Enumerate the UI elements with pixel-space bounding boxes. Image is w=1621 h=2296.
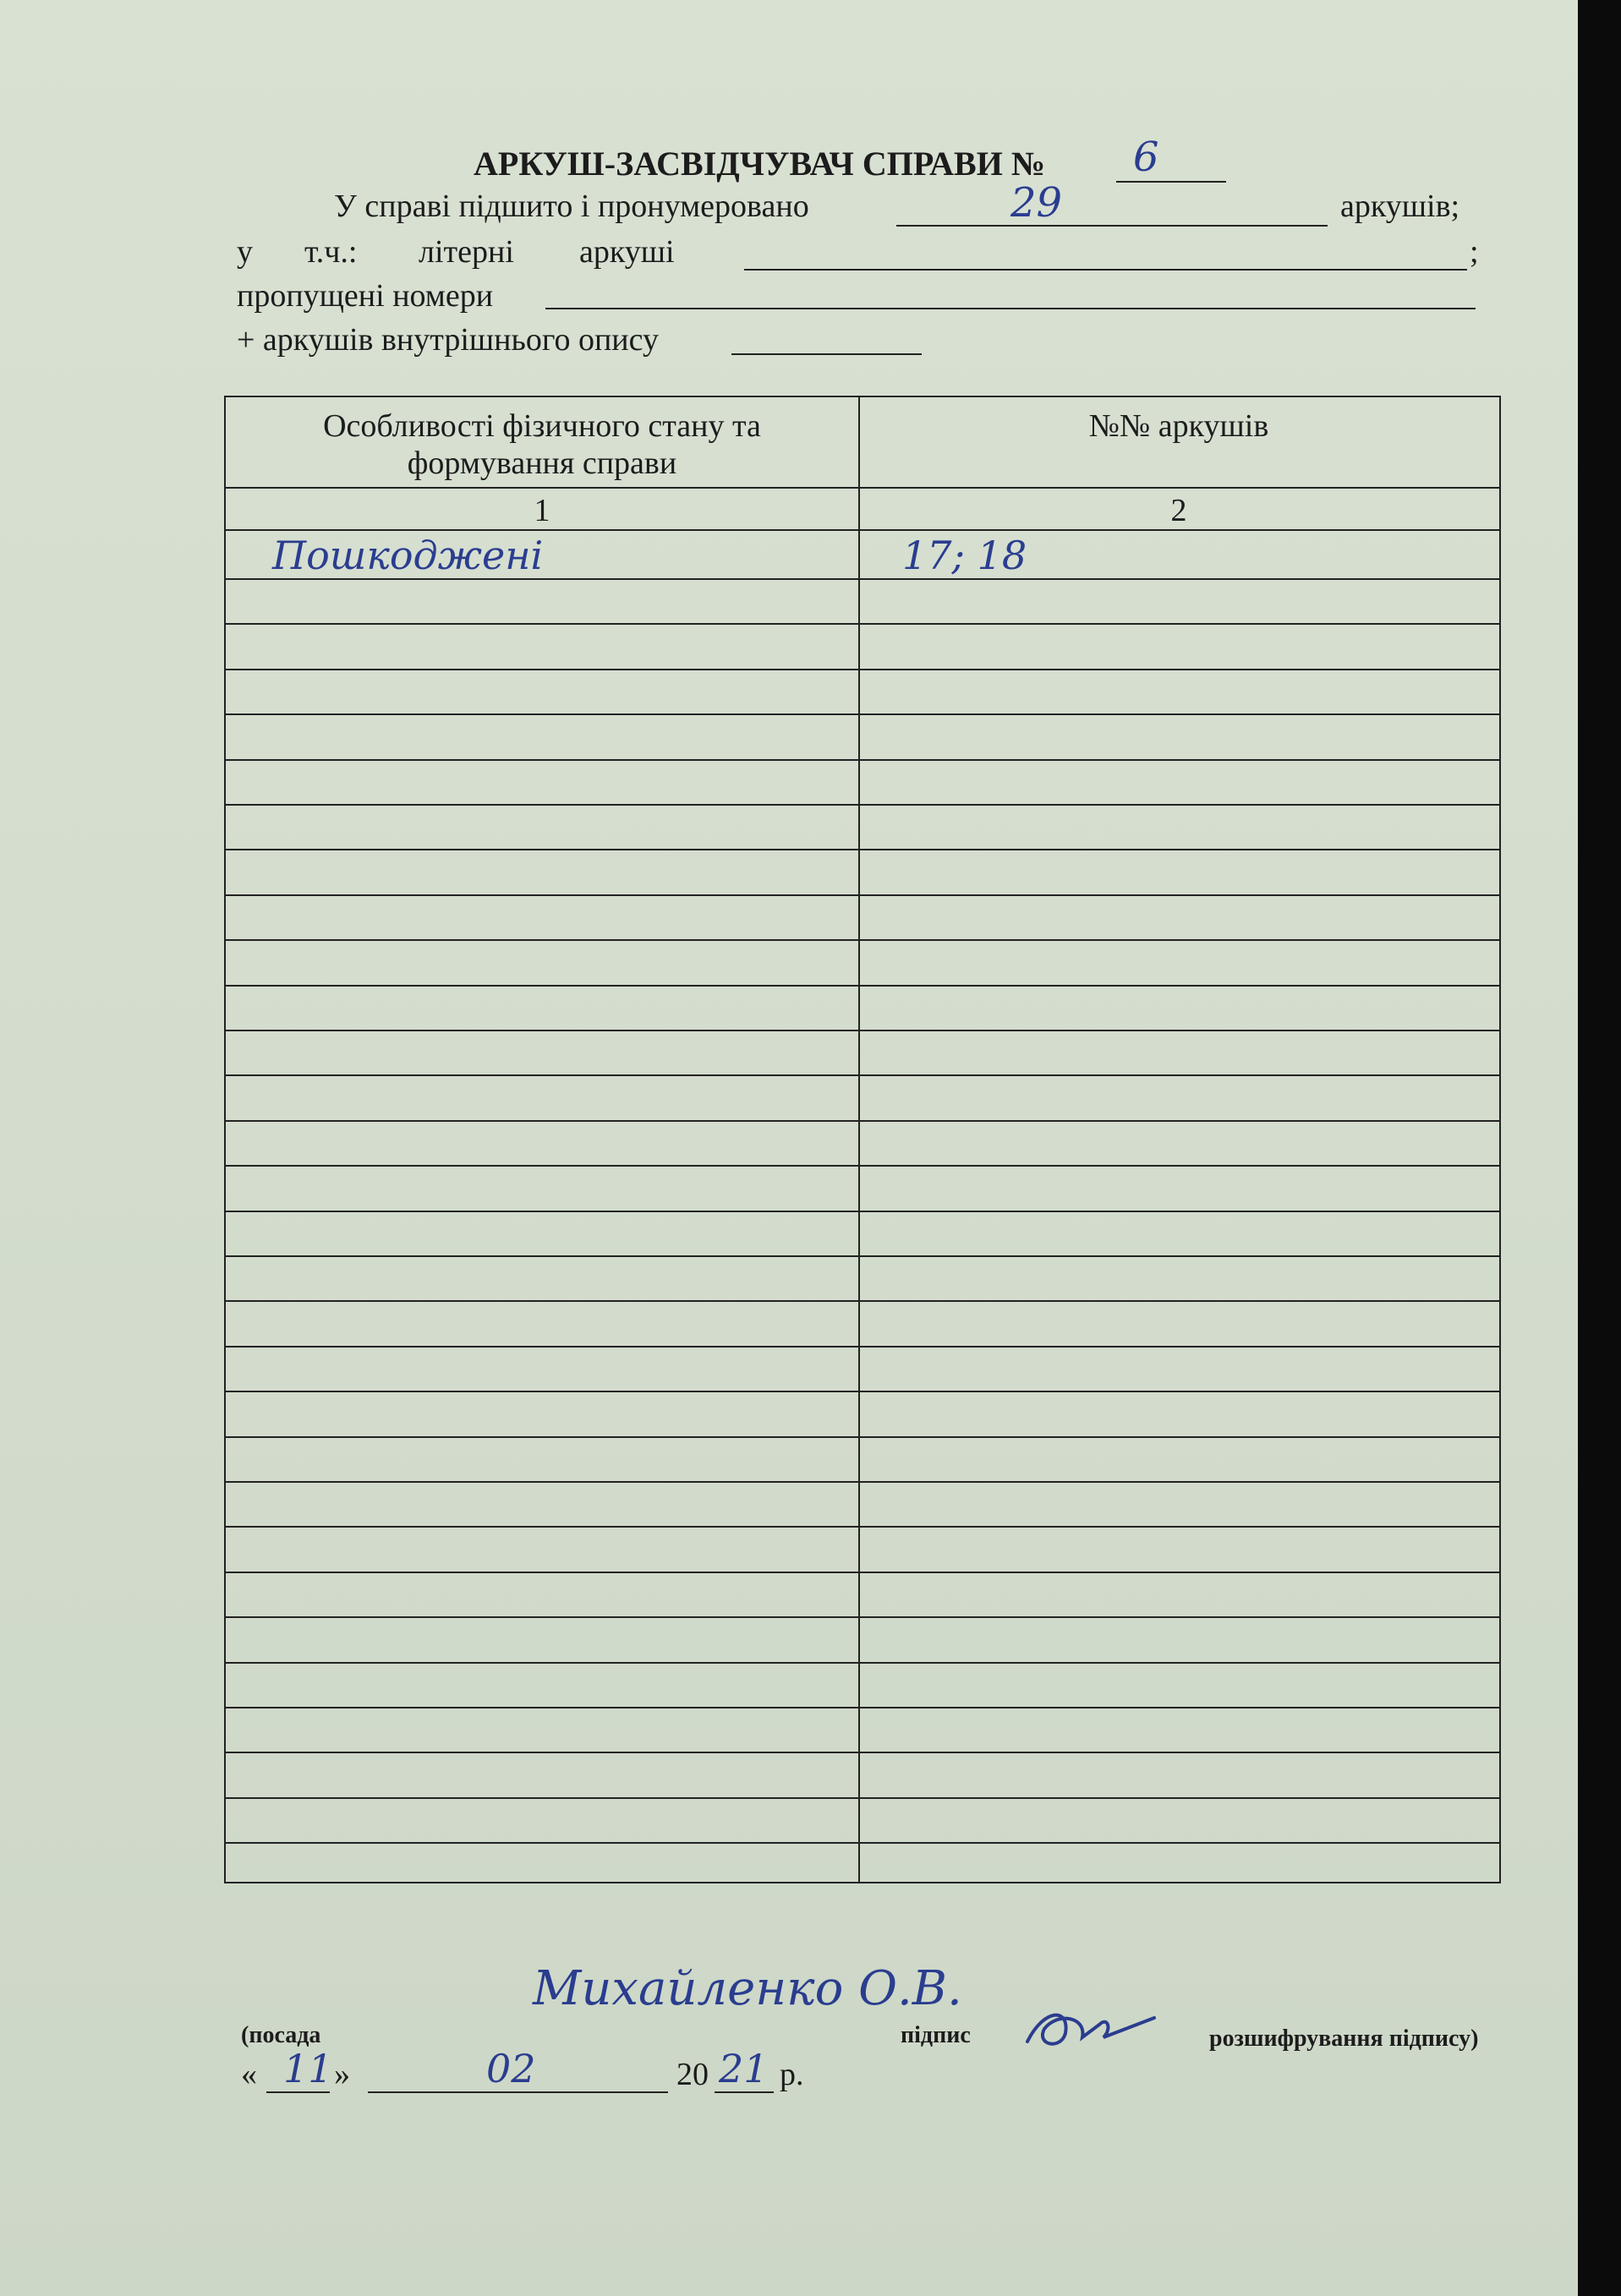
table-row-line: [226, 1436, 1499, 1438]
line2-end: ;: [1470, 234, 1479, 270]
col2-header: №№ аркушів: [1088, 408, 1269, 444]
header-divider: [226, 487, 1499, 489]
table-row-line: [226, 1165, 1499, 1167]
case-number-line: [1116, 181, 1226, 183]
year-suffix: 21: [719, 2046, 769, 2091]
table-row-line: [226, 894, 1499, 896]
table-row-line: [226, 1255, 1499, 1257]
row1-sheets: 17; 18: [902, 533, 1027, 578]
line1-suffix: аркушів;: [1340, 189, 1460, 224]
signer-name: Михайленко О.В.: [533, 1961, 962, 2016]
line2-word-u: у: [237, 234, 253, 270]
table-row-line: [226, 669, 1499, 670]
table-row-line: [226, 1346, 1499, 1348]
table-row-line: [226, 1662, 1499, 1664]
internal-inventory-line: [731, 353, 922, 355]
day-line: [266, 2091, 330, 2093]
date-day: 11: [283, 2046, 333, 2091]
table-row-line: [226, 849, 1499, 850]
table-row-line: [226, 1074, 1499, 1076]
table-row-line: [226, 1616, 1499, 1618]
table-row-line: [226, 759, 1499, 761]
quote-open: «: [241, 2057, 257, 2092]
letter-sheets-line: [744, 269, 1467, 271]
col2-number: 2: [1170, 493, 1187, 528]
table-row-line: [226, 713, 1499, 715]
line4-label: + аркушів внутрішнього опису: [237, 322, 659, 358]
signature-label: підпис: [901, 2022, 971, 2048]
signature-mark: [1019, 1999, 1163, 2058]
col1-header: Особливості фізичного стану та формування справи: [323, 408, 761, 481]
table-row-line: [226, 578, 1499, 580]
table-row-line: [226, 1211, 1499, 1212]
year-line: [715, 2091, 774, 2093]
sheets-count: 29: [1010, 179, 1063, 227]
table-row-line: [226, 623, 1499, 625]
table-row-line: [226, 1572, 1499, 1573]
year-prefix: 20: [676, 2057, 709, 2092]
column-divider: [858, 397, 860, 1882]
table-row-line: [226, 985, 1499, 987]
line2-word-tch: т.ч.:: [304, 234, 358, 270]
missing-numbers-line: [545, 308, 1476, 309]
table-row-line: [226, 1030, 1499, 1031]
row1-condition: Пошкоджені: [272, 533, 544, 578]
line1-prefix: У справі підшито і пронумеровано: [334, 189, 809, 224]
table-row-line: [226, 1707, 1499, 1708]
quote-close: »: [334, 2057, 350, 2092]
table-row-line: [226, 1300, 1499, 1302]
table-row-line: [226, 1842, 1499, 1844]
table-row-line: [226, 939, 1499, 941]
decode-label: розшифрування підпису): [1209, 2025, 1479, 2052]
position-label: (посада: [241, 2022, 321, 2048]
case-number: 6: [1133, 134, 1159, 181]
line3-label: пропущені номери: [237, 278, 494, 314]
table-row-line: [226, 1752, 1499, 1753]
month-line: [368, 2091, 668, 2093]
table-row-line: [226, 804, 1499, 806]
line2-word-literni: літерні: [419, 234, 514, 270]
sheets-count-line: [896, 225, 1328, 227]
document-title: АРКУШ-ЗАСВІДЧУВАЧ СПРАВИ №: [474, 145, 1046, 183]
table-row-line: [226, 1481, 1499, 1483]
date-month: 02: [486, 2046, 536, 2091]
state-table: [224, 396, 1501, 1883]
line2-word-arkushi: аркуші: [579, 234, 675, 270]
table-row-line: [226, 1391, 1499, 1392]
number-row-divider: [226, 529, 1499, 531]
table-row-line: [226, 1526, 1499, 1528]
table-row-line: [226, 1797, 1499, 1799]
table-row-line: [226, 1120, 1499, 1122]
col1-number: 1: [534, 493, 550, 528]
year-end: р.: [780, 2057, 804, 2092]
